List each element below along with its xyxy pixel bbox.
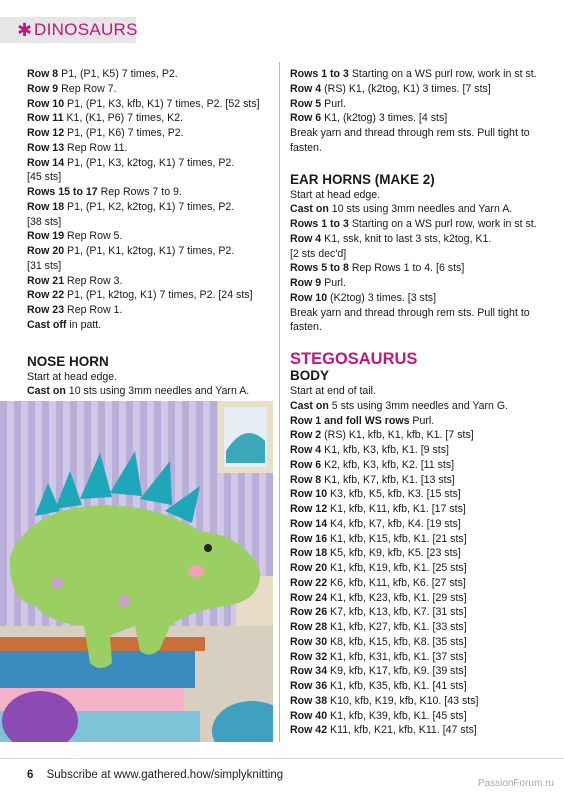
row-text: K1, kfb, K39, kfb, K1. [45 sts] xyxy=(327,709,467,722)
row-text: K1, kfb, K3, kfb, K1. [9 sts] xyxy=(321,444,449,456)
row-text: P1, (P1, K6) 7 times, P2. xyxy=(64,127,184,139)
row-text: 5 sts using 3mm needles and Yarn G. xyxy=(328,399,509,412)
row-label: Row 11 xyxy=(27,112,64,125)
row-text: Rep Rows 7 to 9. xyxy=(97,186,182,198)
pattern-row xyxy=(27,170,271,185)
row-label: Rows 1 to 3 xyxy=(290,218,349,230)
row-label: Cast on xyxy=(290,203,329,216)
row-text: Purl. xyxy=(321,277,346,289)
row-text: Starting on a WS purl row, work in st st. xyxy=(348,218,537,230)
pattern-row xyxy=(290,576,545,591)
row-label: Rows 5 to 8 xyxy=(290,262,349,275)
row-text: in patt. xyxy=(66,318,102,331)
watermark: PassionForum.ru xyxy=(477,778,554,789)
row-text: [31 sts] xyxy=(27,259,62,272)
pattern-row xyxy=(290,414,545,429)
row-label: Row 19 xyxy=(27,230,65,243)
pattern-row xyxy=(290,694,545,709)
pattern-row xyxy=(290,428,545,443)
row-label: Row 22 xyxy=(290,576,328,589)
section-title: DINOSAURS xyxy=(34,20,138,39)
row-label: Row 6 xyxy=(290,112,322,125)
row-label: Row 20 xyxy=(290,562,328,574)
row-text: K5, kfb, K9, kfb, K5. [23 sts] xyxy=(327,547,461,560)
pattern-row xyxy=(27,97,271,112)
pattern-row xyxy=(27,303,271,318)
row-label: Row 21 xyxy=(27,274,65,287)
row-text: K1, kfb, K19, kfb, K1. [25 sts] xyxy=(327,562,467,574)
nose-horn-rows xyxy=(27,370,271,400)
row-label: Row 14 xyxy=(27,156,65,169)
pattern-row xyxy=(27,229,271,244)
row-text: (RS) K1, (k2tog, K1) 3 times. [7 sts] xyxy=(321,82,491,95)
section-header xyxy=(0,17,136,43)
pattern-row xyxy=(290,458,545,473)
pattern-row xyxy=(27,67,271,82)
pattern-row xyxy=(290,443,545,458)
row-label: Row 4 xyxy=(290,444,322,456)
page-number: 6 xyxy=(27,769,34,781)
row-text: Rep Row 5. xyxy=(64,230,123,243)
row-text: Break yarn and thread through rem sts. Pull tight to fasten. xyxy=(290,306,530,334)
row-text: Start at head edge. xyxy=(290,188,381,201)
row-text: K7, kfb, K13, kfb, K7. [31 sts] xyxy=(327,606,467,619)
pattern-row xyxy=(290,202,545,217)
row-text: Purl. xyxy=(409,414,435,427)
row-text: Start at head edge. xyxy=(27,370,118,383)
pattern-row xyxy=(290,217,545,232)
stegosaurus-photo xyxy=(0,401,273,742)
row-text: K1, kfb, K31, kfb, K1. [37 sts] xyxy=(327,650,467,663)
row-label: Row 18 xyxy=(290,547,328,560)
row-text: Rep Row 7. xyxy=(58,82,117,95)
row-label: Row 8 xyxy=(290,473,322,486)
pattern-row xyxy=(27,259,271,274)
row-label: Row 42 xyxy=(290,724,328,737)
row-label: Row 2 xyxy=(290,429,322,442)
pattern-row xyxy=(290,67,545,82)
row-label: Row 13 xyxy=(27,141,65,154)
row-label: Cast on xyxy=(290,399,329,412)
row-text: P1, (P1, K5) 7 times, P2. xyxy=(58,68,178,80)
pattern-row xyxy=(27,126,271,141)
left-column xyxy=(27,67,271,399)
row-label: Row 16 xyxy=(290,532,328,545)
pattern-row xyxy=(290,384,545,399)
row-label: Row 10 xyxy=(27,97,65,110)
pattern-row xyxy=(290,247,545,262)
row-text: Rep Rows 1 to 4. [6 sts] xyxy=(348,262,465,275)
row-text: Break yarn and thread through rem sts. Pull tight to fasten. xyxy=(290,127,530,154)
row-label: Row 14 xyxy=(290,517,328,530)
row-text: K1, kfb, K15, kfb, K1. [21 sts] xyxy=(327,532,467,545)
row-label: Row 34 xyxy=(290,665,328,678)
pattern-row xyxy=(290,517,545,532)
pattern-row xyxy=(27,82,271,97)
pattern-row xyxy=(290,232,545,247)
row-label: Row 18 xyxy=(27,200,65,213)
pattern-row xyxy=(290,620,545,635)
row-label: Row 8 xyxy=(27,68,59,80)
pattern-row xyxy=(27,274,271,289)
row-text: K4, kfb, K7, kfb, K4. [19 sts] xyxy=(327,517,461,530)
pattern-row xyxy=(27,156,271,171)
row-label: Row 26 xyxy=(290,606,328,619)
row-label: Row 5 xyxy=(290,97,322,110)
pattern-row xyxy=(27,111,271,126)
row-label: Row 28 xyxy=(290,621,328,633)
pattern-row xyxy=(290,664,545,679)
pattern-row xyxy=(290,679,545,694)
row-text: K1, (k2tog) 3 times. [4 sts] xyxy=(321,112,448,125)
pattern-row xyxy=(27,215,271,230)
ear-horns-rows xyxy=(290,188,545,336)
row-label: Row 10 xyxy=(290,291,328,304)
nose-horn-heading: NOSE HORN xyxy=(27,353,109,369)
row-text: (K2tog) 3 times. [3 sts] xyxy=(327,291,437,304)
pattern-rows xyxy=(27,67,271,333)
row-label: Row 30 xyxy=(290,635,328,648)
footer-divider xyxy=(0,758,564,759)
row-text: P1, (P1, K3, k2tog, K1) 7 times, P2. xyxy=(64,156,235,169)
row-label: Row 12 xyxy=(290,503,328,515)
pattern-row xyxy=(290,399,545,414)
row-label: Cast off xyxy=(27,318,67,331)
row-text: [38 sts] xyxy=(27,215,62,228)
row-label: Row 20 xyxy=(27,245,65,257)
row-label: Row 36 xyxy=(290,680,328,692)
pattern-row xyxy=(27,244,271,259)
stegosaurus-heading: STEGOSAURUS xyxy=(290,350,418,368)
pattern-row xyxy=(290,306,545,336)
pattern-row xyxy=(290,82,545,97)
row-text: K3, kfb, K5, kfb, K3. [15 sts] xyxy=(327,488,461,501)
pattern-row xyxy=(290,591,545,606)
pattern-row xyxy=(27,318,271,333)
row-text: K1, kfb, K23, kfb, K1. [29 sts] xyxy=(327,591,467,604)
row-text: 10 sts using 3mm needles and Yarn A. xyxy=(328,203,513,216)
pattern-row xyxy=(290,546,545,561)
pattern-row xyxy=(27,384,271,399)
row-text: [45 sts] xyxy=(27,171,62,184)
body-heading: BODY xyxy=(290,368,330,383)
row-text: P1, (P1, k2tog, K1) 7 times, P2. [24 sts] xyxy=(64,289,253,302)
flower-icon: ✱ xyxy=(17,20,33,40)
row-label: Row 23 xyxy=(27,304,65,316)
row-label: Row 32 xyxy=(290,650,328,663)
row-label: Row 12 xyxy=(27,127,65,139)
page-footer xyxy=(27,769,283,781)
pattern-row xyxy=(290,487,545,502)
row-text: 10 sts using 3mm needles and Yarn A. xyxy=(65,385,250,398)
pattern-row xyxy=(27,200,271,215)
row-text: [2 sts dec'd] xyxy=(290,247,347,260)
body-rows xyxy=(290,384,545,738)
pattern-row xyxy=(290,473,545,488)
row-label: Row 24 xyxy=(290,591,328,604)
pattern-row xyxy=(290,291,545,306)
row-label: Rows 15 to 17 xyxy=(27,186,98,198)
row-label: Row 10 xyxy=(290,488,328,501)
pattern-row xyxy=(27,141,271,156)
pattern-row xyxy=(27,370,271,385)
pattern-row xyxy=(290,97,545,112)
row-text: K6, kfb, K11, kfb, K6. [27 sts] xyxy=(327,576,466,589)
pattern-row xyxy=(290,635,545,650)
row-label: Row 4 xyxy=(290,82,322,95)
row-text: Starting on a WS purl row, work in st st. xyxy=(348,68,537,80)
pattern-row xyxy=(290,723,545,738)
row-label: Cast on xyxy=(27,385,66,398)
pattern-row xyxy=(290,709,545,724)
pattern-row xyxy=(27,185,271,200)
pattern-row xyxy=(290,561,545,576)
row-text: K8, kfb, K15, kfb, K8. [35 sts] xyxy=(327,635,467,648)
row-text: K1, ssk, knit to last 3 sts, k2tog, K1. xyxy=(321,232,492,245)
row-text: Rep Row 1. xyxy=(64,304,123,316)
row-label: Row 40 xyxy=(290,709,328,722)
row-text: K1, kfb, K35, kfb, K1. [41 sts] xyxy=(327,680,467,692)
pattern-row xyxy=(290,111,545,126)
pattern-row xyxy=(290,650,545,665)
pattern-row xyxy=(290,502,545,517)
row-label: Row 9 xyxy=(27,82,59,95)
row-label: Row 22 xyxy=(27,289,65,302)
pattern-rows xyxy=(290,67,545,156)
row-text: Start at end of tail. xyxy=(290,385,376,397)
pattern-row xyxy=(27,288,271,303)
row-text: Purl. xyxy=(321,97,346,110)
row-label: Rows 1 to 3 xyxy=(290,68,349,80)
row-text: Rep Row 11. xyxy=(64,141,128,154)
pattern-row xyxy=(290,126,545,156)
pattern-row xyxy=(290,261,545,276)
row-text: K1, kfb, K27, kfb, K1. [33 sts] xyxy=(327,621,467,633)
row-text: Rep Row 3. xyxy=(64,274,123,287)
row-label: Row 38 xyxy=(290,694,328,707)
pattern-row xyxy=(290,276,545,291)
row-text: P1, (P1, K2, k2tog, K1) 7 times, P2. xyxy=(64,200,235,213)
row-text: P1, (P1, K1, k2tog, K1) 7 times, P2. xyxy=(64,245,235,257)
row-text: K1, kfb, K7, kfb, K1. [13 sts] xyxy=(321,473,455,486)
row-label: Row 1 and foll WS rows xyxy=(290,414,410,427)
row-label: Row 6 xyxy=(290,458,322,471)
row-text: K2, kfb, K3, kfb, K2. [11 sts] xyxy=(321,458,455,471)
pattern-row xyxy=(290,532,545,547)
pattern-row xyxy=(290,188,545,203)
row-text: K9, kfb, K17, kfb, K9. [39 sts] xyxy=(327,665,467,678)
row-label: Row 9 xyxy=(290,277,322,289)
ear-horns-heading: EAR HORNS (MAKE 2) xyxy=(290,171,435,187)
row-text: (RS) K1, kfb, K1, kfb, K1. [7 sts] xyxy=(321,429,474,442)
row-text: K1, kfb, K11, kfb, K1. [17 sts] xyxy=(327,503,466,515)
row-text: K1, (K1, P6) 7 times, K2. xyxy=(63,112,184,125)
row-text: K11, kfb, K21, kfb, K11. [47 sts] xyxy=(327,724,477,737)
row-text: K10, kfb, K19, kfb, K10. [43 sts] xyxy=(327,694,479,707)
right-column xyxy=(290,67,545,738)
row-text: P1, (P1, K3, kfb, K1) 7 times, P2. [52 sts] xyxy=(64,97,260,110)
row-label: Row 4 xyxy=(290,232,322,245)
subscribe-link[interactable]: Subscribe at www.gathered.how/simplyknitting xyxy=(46,769,284,781)
pattern-row xyxy=(290,605,545,620)
column-divider xyxy=(279,62,280,742)
